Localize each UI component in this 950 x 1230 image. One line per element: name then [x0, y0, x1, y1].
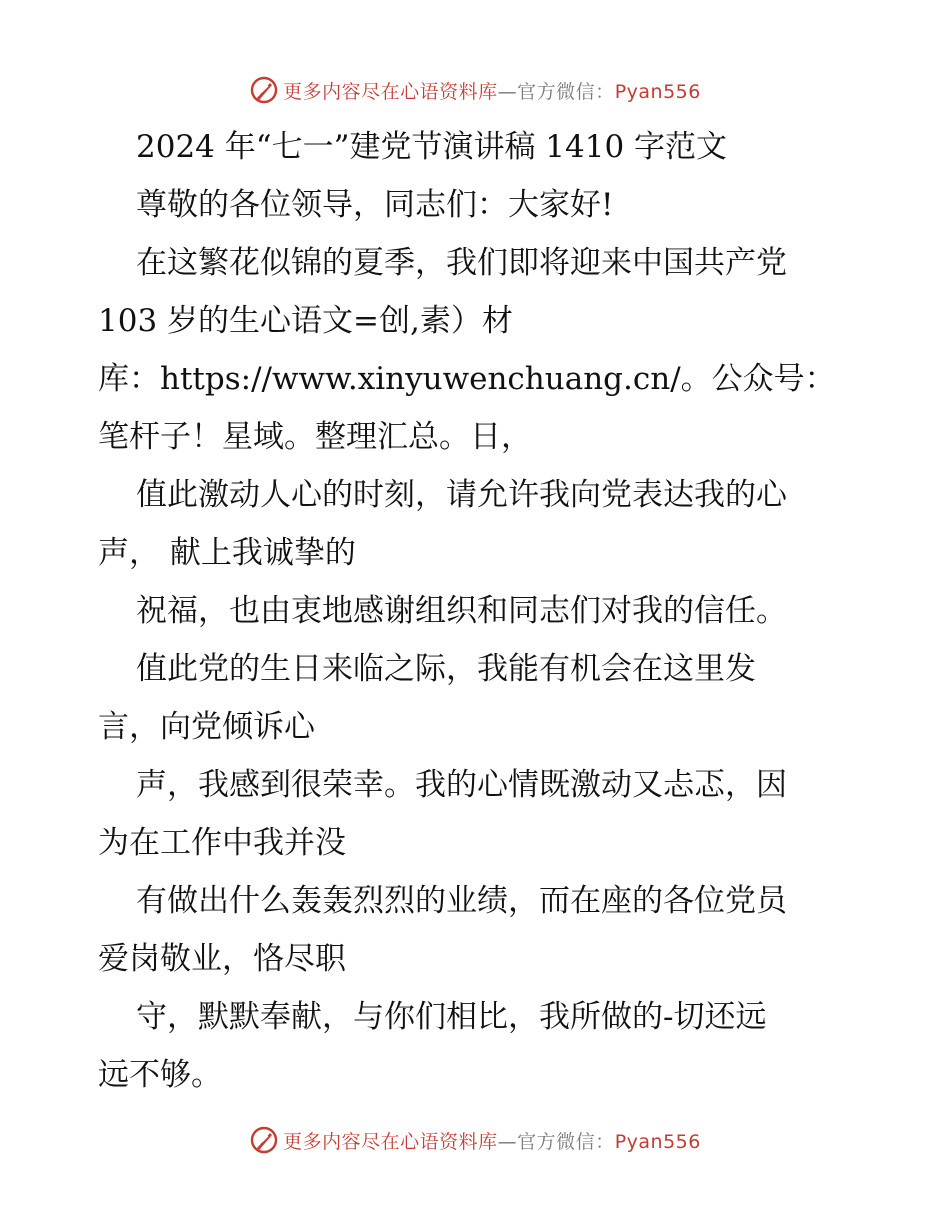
text-line: 声，我感到很荣幸。我的心情既激动又忐忑，因	[136, 767, 787, 803]
header-wechat-id: Pyan556	[614, 80, 701, 103]
text-line: 笔杆子！星域。整理汇总。日，	[98, 419, 532, 455]
text-line: 守，默默奉献，与你们相比，我所做的-切还远	[136, 999, 767, 1035]
text-line: 尊敬的各位领导，同志们：大家好!	[136, 187, 614, 223]
text-line: 有做出什么轰轰烈烈的业绩，而在座的各位党员	[136, 883, 787, 919]
footer-site-text: 更多内容尽在心语资料库	[283, 1130, 498, 1153]
quill-pen-logo-icon	[249, 1125, 279, 1155]
text-line: 在这繁花似锦的夏季，我们即将迎来中国共产党	[136, 245, 787, 281]
text-line: 库：https://www.xinyuwenchuang.cn/。公众号：	[98, 361, 836, 397]
text-line: 远不够。	[98, 1057, 222, 1093]
footer-wechat-id: Pyan556	[614, 1130, 701, 1153]
header-banner	[0, 70, 950, 110]
text-line: 声， 献上我诚挚的	[98, 535, 356, 571]
header-separator: —	[497, 80, 518, 103]
footer-separator: —	[497, 1130, 518, 1153]
text-line: 爱岗敬业，恪尽职	[98, 941, 346, 977]
text-line: 值此激动人心的时刻，请允许我向党表达我的心	[136, 477, 787, 513]
header-wechat-label: 官方微信：	[517, 80, 615, 103]
header-site-text: 更多内容尽在心语资料库	[283, 80, 498, 103]
footer-banner-text	[283, 1127, 701, 1154]
header-banner-text	[283, 77, 701, 104]
text-line: 祝福，也由衷地感谢组织和同志们对我的信任。	[136, 593, 787, 629]
text-line: 103 岁的生心语文=创,素）材	[98, 303, 513, 339]
document-title: 2024 年“七一”建党节演讲稿 1410 字范文	[136, 129, 728, 165]
footer-wechat-label: 官方微信：	[517, 1130, 615, 1153]
document-body	[98, 118, 858, 1104]
text-line: 言，向党倾诉心	[98, 709, 315, 745]
footer-banner	[0, 1120, 950, 1160]
quill-pen-logo-icon	[249, 75, 279, 105]
text-line: 值此党的生日来临之际，我能有机会在这里发	[136, 651, 756, 687]
text-line: 为在工作中我并没	[98, 825, 346, 861]
